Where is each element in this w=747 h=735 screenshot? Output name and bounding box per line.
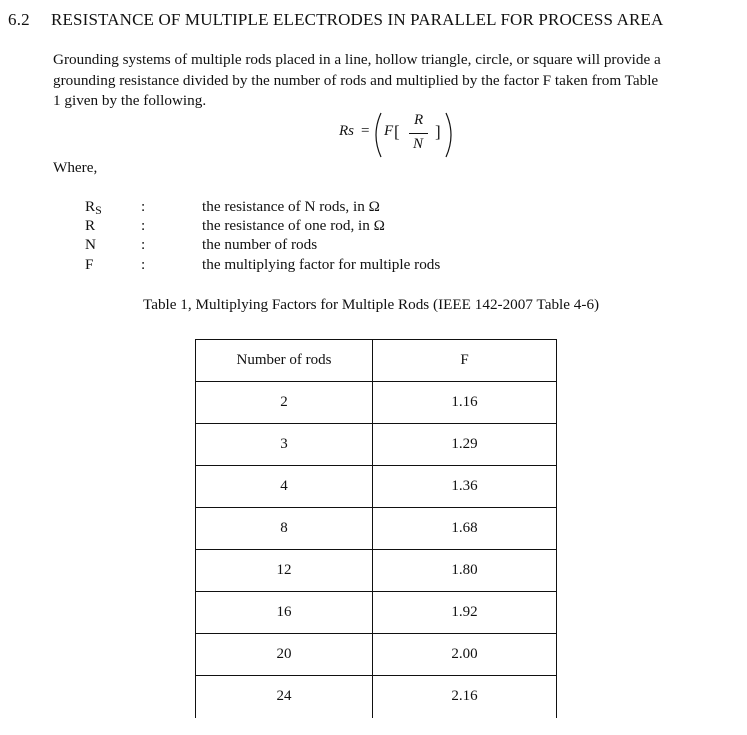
table-row <box>196 592 557 634</box>
table-row <box>196 382 557 424</box>
formula-equals: = <box>361 123 370 139</box>
header-cell-rods: Number of rods <box>196 340 373 382</box>
left-paren-glyph <box>370 111 384 159</box>
where-label: Where, <box>53 159 98 176</box>
definition-colon: : <box>141 217 146 234</box>
cell-factor: 1.16 <box>373 382 557 424</box>
cell-rods: 4 <box>196 466 373 508</box>
cell-factor: 1.29 <box>373 424 557 466</box>
definition-colon: : <box>141 198 146 215</box>
formula-factor: F <box>384 123 394 139</box>
definition-text: the multiplying factor for multiple rods <box>202 256 441 273</box>
cell-factor: 1.36 <box>373 466 557 508</box>
body-paragraph <box>53 50 743 112</box>
cell-factor: 1.92 <box>373 592 557 634</box>
table-row <box>196 634 557 676</box>
definition-symbol: F <box>85 256 94 273</box>
table-row <box>196 550 557 592</box>
cell-rods: 2 <box>196 382 373 424</box>
paragraph-line: grounding resistance divided by the number of rods and multiplied by the factor F taken from Table <box>53 71 659 89</box>
cell-rods: 8 <box>196 508 373 550</box>
multiplying-factors-table <box>195 339 557 718</box>
definition-colon: : <box>141 236 146 253</box>
definition-symbol: RS <box>85 198 102 217</box>
cell-rods: 20 <box>196 634 373 676</box>
definition-colon: : <box>141 256 146 273</box>
cell-factor: 2.00 <box>373 634 557 676</box>
table-row <box>196 466 557 508</box>
table-header-row <box>196 340 557 382</box>
definition-symbol: R <box>85 217 96 234</box>
cell-factor: 1.68 <box>373 508 557 550</box>
section-title: RESISTANCE OF MULTIPLE ELECTRODES IN PARALLEL FOR PROCESS AREA <box>51 10 664 29</box>
table-row <box>196 424 557 466</box>
fraction-bar <box>409 133 428 134</box>
cell-factor: 1.80 <box>373 550 557 592</box>
cell-rods: 3 <box>196 424 373 466</box>
definition-text: the resistance of N rods, in Ω <box>202 198 380 215</box>
formula-lhs: Rs <box>339 123 354 139</box>
right-paren-glyph <box>443 111 457 159</box>
definition-text: the resistance of one rod, in Ω <box>202 217 385 234</box>
cell-rods: 24 <box>196 676 373 718</box>
definition-symbol: N <box>85 236 96 253</box>
header-cell-factor: F <box>373 340 557 382</box>
section-number: 6.2 <box>8 10 30 29</box>
table-row <box>196 508 557 550</box>
definition-text: the number of rods <box>202 236 318 253</box>
formula-open-bracket: [ <box>394 122 400 141</box>
table-caption: Table 1, Multiplying Factors for Multiple Rods (IEEE 142-2007 Table 4-6) <box>143 296 600 313</box>
formula-numerator: R <box>414 112 424 128</box>
cell-factor: 2.16 <box>373 676 557 718</box>
paragraph-line: 1 given by the following. <box>53 92 207 109</box>
resistance-formula <box>339 111 459 161</box>
formula-close-bracket: ] <box>435 122 441 141</box>
paragraph-line: Grounding systems of multiple rods placed in a line, hollow triangle, circle, or square will provide a <box>53 51 661 68</box>
table-row <box>196 676 557 718</box>
formula-denominator: N <box>413 136 424 152</box>
cell-rods: 12 <box>196 550 373 592</box>
cell-rods: 16 <box>196 592 373 634</box>
